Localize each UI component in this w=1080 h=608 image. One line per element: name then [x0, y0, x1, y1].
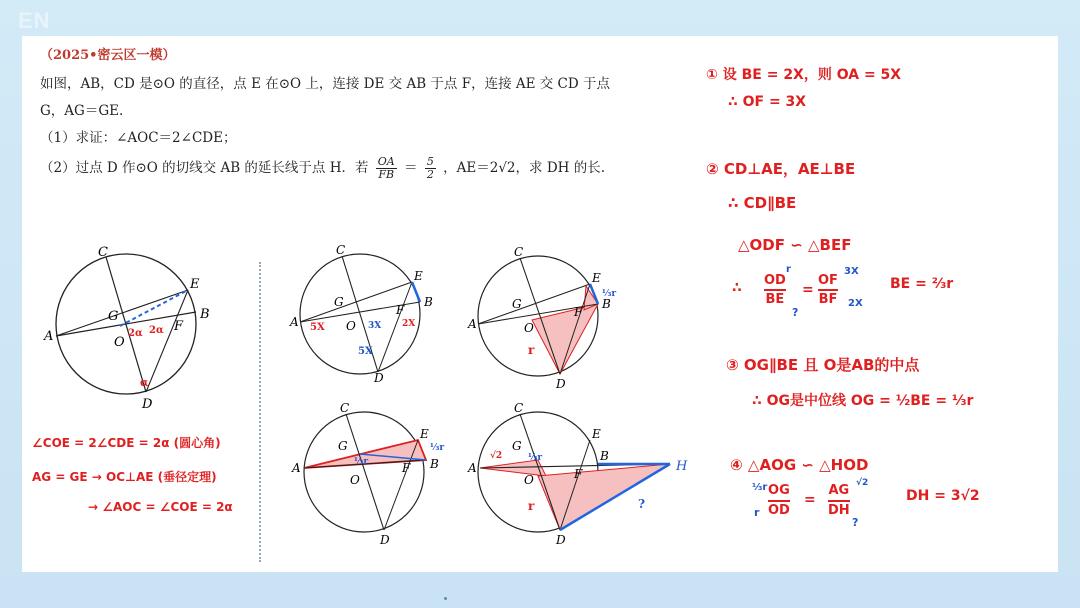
fig5-root2: √2: [490, 451, 503, 461]
step-2-2x: 2X: [848, 298, 863, 309]
fig3-label-a: A: [468, 317, 477, 331]
step-2-therefore: ∴: [732, 280, 742, 296]
fig5-label-d: D: [556, 533, 566, 547]
label-c: C: [98, 245, 108, 260]
step-4-frac-2: [828, 482, 850, 520]
step-4-eq: =: [804, 492, 816, 508]
question-1: （1）求证：∠AOC＝2∠CDE；: [40, 130, 237, 146]
fig3-label-g: G: [512, 297, 522, 311]
fig4-third-r-b: ⅓r: [430, 443, 445, 453]
step-4-line-a: ④ △AOG ∽ △HOD: [730, 456, 869, 474]
problem-line-1: 如图，AB，CD 是⊙O 的直径，点 E 在⊙O 上，连接 DE 交 AB 于点 F，连接 AE 交 CD 于点: [40, 76, 610, 92]
fig5-label-a: A: [468, 461, 477, 475]
fig5-third-r: ⅓r: [528, 453, 543, 463]
fig4-label-a: A: [292, 461, 301, 475]
fig5-label-h: H: [676, 459, 688, 474]
ratio-value-den: 2: [426, 168, 434, 181]
fig4-label-b: B: [430, 457, 439, 471]
fig2-3x: 3X: [368, 321, 382, 331]
fig3-label-c: C: [514, 245, 524, 259]
diagram-fig-2: [284, 242, 459, 382]
step-2-frac-2-num: OF: [818, 272, 838, 291]
step-2-result: BE = ⅔r: [890, 276, 954, 292]
step-3-line-b: ∴ OG是中位线 OG = ½BE = ⅓r: [752, 393, 974, 409]
step-4-root2: √2: [856, 478, 869, 488]
fig4-label-o: O: [350, 473, 360, 487]
ratio-value-num: 5: [426, 155, 434, 168]
question-2-part-a: （2）过点 D 作⊙O 的切线交 AB 的延长线于点 H．若: [40, 160, 369, 176]
step-2-q: ?: [792, 306, 799, 319]
step-4-r: r: [754, 506, 760, 519]
note-left-2: AG = GE → OC⊥AE (垂径定理): [32, 470, 217, 484]
fig2-label-g: G: [334, 295, 344, 309]
step-4-frac-1: [768, 482, 790, 520]
ratio-den: FB: [378, 168, 395, 181]
question-2: [40, 156, 630, 181]
label-g: G: [108, 309, 119, 324]
fig2-2x: 2X: [402, 319, 416, 329]
step-4-frac-1-den: OD: [768, 503, 790, 518]
fig3-label-o: O: [524, 321, 534, 335]
fig2-label-b: B: [424, 295, 433, 309]
fig4-label-d: D: [380, 533, 390, 547]
step-4-result: DH = 3√2: [906, 488, 980, 504]
step-2-r: r: [786, 264, 791, 275]
step-2-3x: 3X: [844, 266, 859, 277]
divider: [259, 262, 261, 562]
fig2-label-c: C: [336, 243, 346, 257]
fig4-label-g: G: [338, 439, 348, 453]
fig5-label-g: G: [512, 439, 522, 453]
step-4-frac-2-num: AG: [828, 482, 850, 502]
problem-source: （2025•密云区一模）: [40, 48, 176, 63]
problem-line-2: G，AG＝GE.: [40, 103, 124, 119]
step-2-line-c: △ODF ∽ △BEF: [738, 236, 852, 254]
step-2-frac-2: [818, 272, 838, 308]
step-4-q: ?: [852, 516, 859, 529]
fig5-q: ?: [638, 497, 646, 511]
label-e: E: [190, 277, 200, 292]
step-2-frac-2-den: BF: [818, 292, 838, 307]
fig5-label-f: F: [574, 467, 583, 481]
note-left-3: → ∠AOC = ∠COE = 2α: [88, 500, 233, 514]
brand-logo: EN: [18, 8, 51, 33]
fig5-r: r: [528, 499, 535, 513]
label-d: D: [142, 397, 153, 412]
fig3-label-e: E: [592, 271, 601, 285]
fig3-r: r: [528, 343, 535, 357]
ratio-value: [425, 156, 436, 181]
step-1-line-b: ∴ OF = 3X: [728, 94, 807, 110]
fig5-label-b: B: [600, 449, 609, 463]
diagram-fig-3: [462, 242, 637, 392]
step-4-frac-2-den: DH: [828, 503, 850, 518]
angle-2a-2: 2α: [149, 325, 164, 336]
problem-statement: [40, 44, 630, 189]
page-indicator: [444, 597, 447, 600]
step-2-line-b: ∴ CD∥BE: [728, 194, 797, 212]
angle-2a-1: 2α: [128, 328, 143, 339]
fig2-label-o: O: [346, 319, 356, 333]
slide-page: [22, 36, 1058, 572]
diagram-main: [38, 242, 238, 412]
label-a: A: [44, 329, 54, 344]
fig3-label-b: B: [602, 297, 611, 311]
fig4-label-c: C: [340, 401, 350, 415]
fig5-label-o: O: [524, 473, 534, 487]
label-b: B: [200, 307, 210, 322]
fig4-label-e: E: [420, 427, 429, 441]
ratio-oa-fb: [376, 156, 397, 181]
fig5-label-e: E: [592, 427, 601, 441]
step-2-eq: =: [802, 282, 814, 298]
step-2-frac-1-den: BE: [765, 292, 785, 307]
fig5-label-c: C: [514, 401, 524, 415]
fig4-third-r: ⅓r: [354, 457, 369, 467]
step-4-frac-1-num: OG: [768, 482, 790, 502]
step-3-line-a: ③ OG∥BE 且 O是AB的中点: [726, 356, 920, 374]
fig2-5x: 5X: [310, 322, 325, 333]
fig2-label-e: E: [414, 269, 423, 283]
diagram-fig-4: [284, 398, 474, 548]
ratio-num: OA: [377, 155, 395, 168]
step-4-top: ⅓r: [752, 482, 768, 493]
step-1-line-a: ① 设 BE = 2X，则 OA = 5X: [706, 67, 902, 83]
label-o: O: [114, 335, 125, 350]
step-2-frac-1-num: OD: [764, 272, 786, 291]
fig3-label-d: D: [556, 377, 566, 391]
fig2-5x-b: 5X: [358, 346, 373, 357]
step-2-line-a: ② CD⊥AE，AE⊥BE: [706, 160, 856, 178]
question-2-part-b: ，AE＝2√2，求 DH 的长.: [443, 160, 605, 176]
fig4-label-f: F: [402, 461, 411, 475]
note-left-1: ∠COE = 2∠CDE = 2α (圆心角): [32, 436, 221, 450]
diagram-fig-5: [462, 398, 702, 548]
angle-alpha: α: [140, 376, 149, 389]
label-f: F: [174, 319, 184, 334]
fig3-third-r: ⅓r: [602, 289, 617, 299]
equals-sign: ＝: [404, 160, 418, 176]
fig3-label-f: F: [574, 305, 583, 319]
step-2-frac-1: [764, 272, 786, 308]
fig2-label-a: A: [290, 315, 299, 329]
fig2-label-d: D: [374, 371, 384, 382]
fig2-label-f: F: [396, 303, 405, 317]
